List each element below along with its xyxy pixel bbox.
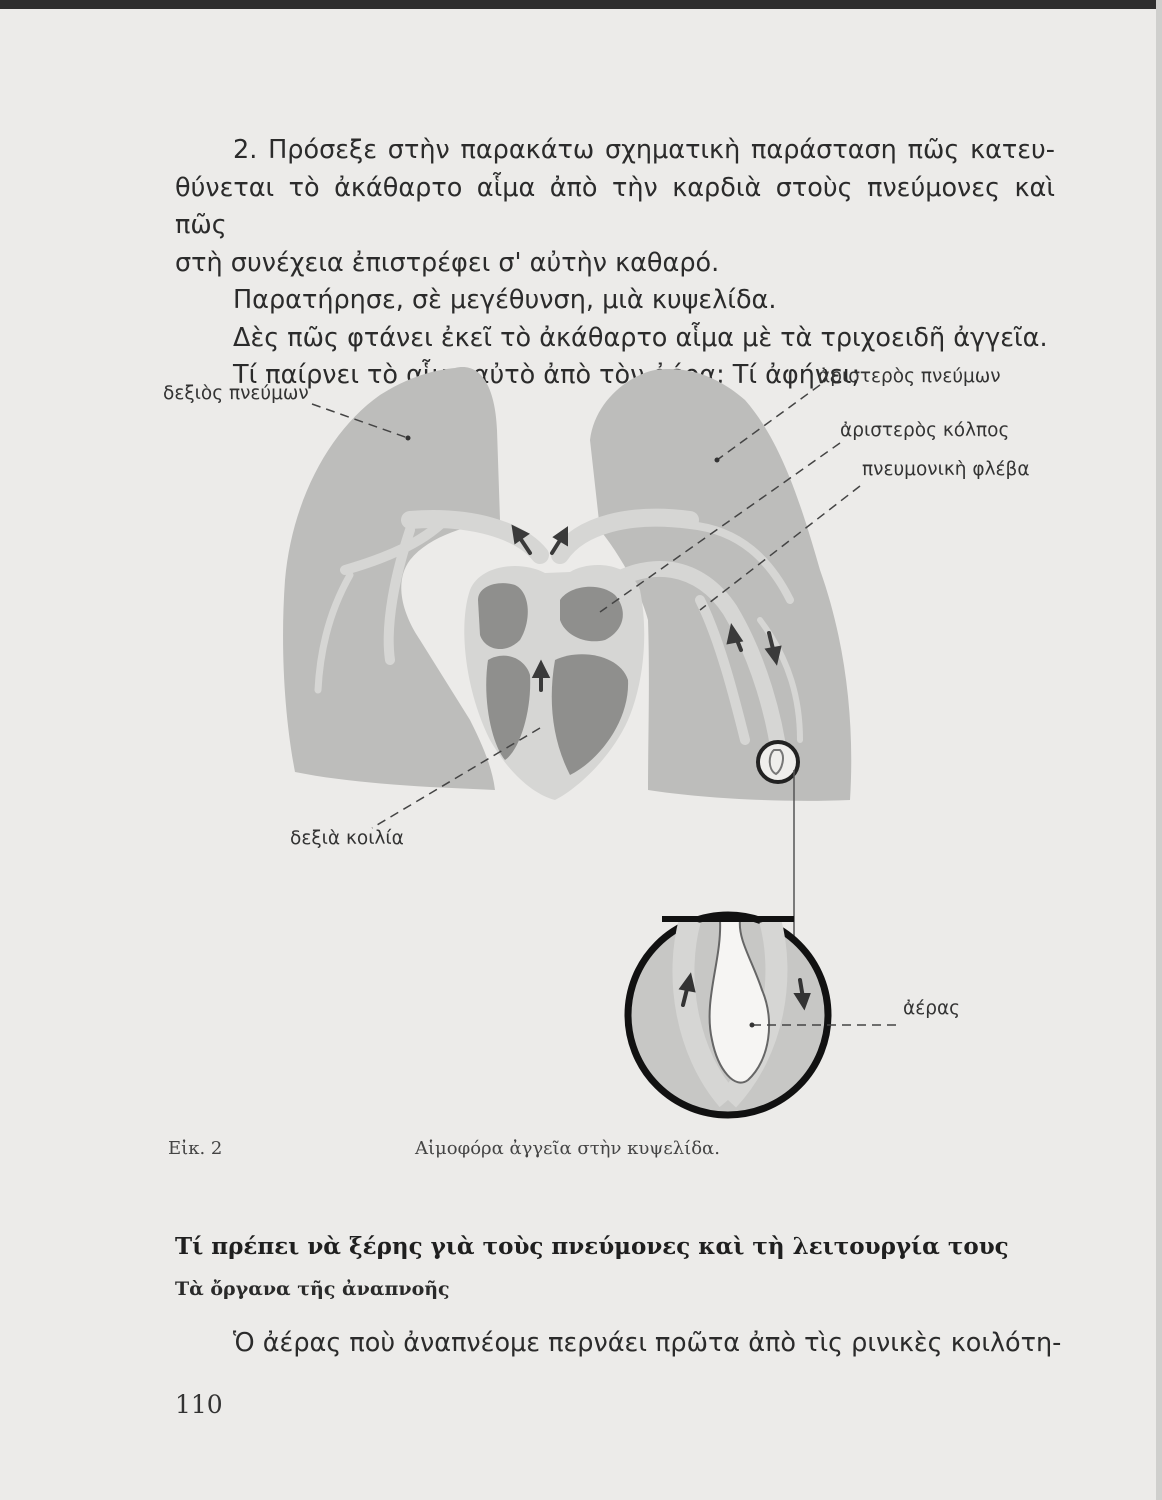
intro-line-6: Τί παίρνει τὸ αἷμα αὐτὸ ἀπὸ τὸν ἀέρα; Τί ἀφήνει;: [233, 360, 861, 390]
figure-caption: Αἱμοφόρα ἀγγεῖα στὴν κυψελίδα.: [415, 1138, 720, 1159]
label-right-ventricle: δεξιὰ κοιλία: [290, 828, 404, 849]
label-right-lung: δεξιὸς πνεύμων: [163, 383, 309, 404]
right-atrium: [478, 583, 528, 649]
label-pulmonary-vein: πνευμονικὴ φλέβα: [862, 459, 1030, 480]
section-subheading: Τὰ ὄργανα τῆς ἀναπνοῆς: [175, 1278, 450, 1300]
label-left-atrium: ἀριστερὸς κόλπος: [840, 420, 1010, 441]
section-heading: Τί πρέπει νὰ ξέρης γιὰ τοὺς πνεύμονες καὶ τὴ λειτουργία τους: [175, 1233, 1009, 1260]
marker-air: [750, 1023, 755, 1028]
left-ventricle-chamber: [552, 654, 628, 775]
marker-right-lung: [406, 436, 411, 441]
intro-line-1: 2. Πρόσεξε στὴν παρακάτω σχηματικὴ παράσταση πῶς κατευ-: [233, 135, 1055, 165]
intro-line-2: θύνεται τὸ ἀκάθαρτο αἷμα ἀπὸ τὴν καρδιὰ στοὺς πνεύμονες καὶ πῶς: [175, 172, 1055, 240]
label-air: ἀέρας: [903, 998, 960, 1019]
intro-line-3: στὴ συνέχεια ἐπιστρέφει σ' αὐτὴν καθαρό.: [175, 247, 720, 278]
intro-line-4: Παρατήρησε, σὲ μεγέθυνση, μιὰ κυψελίδα.: [233, 285, 777, 315]
label-left-lung: ἀριστερὸς πνεύμων: [818, 366, 1001, 387]
figure-number: Εἰκ. 2: [168, 1138, 223, 1159]
marker-left-lung: [715, 458, 720, 463]
alveolus-small-circle: [758, 742, 798, 782]
section-body-line: Ὁ ἀέρας ποὺ ἀναπνέομε περνάει πρῶτα ἀπὸ τὶς ρινικὲς κοιλότη-: [233, 1328, 1062, 1358]
intro-line-5: Δὲς πῶς φτάνει ἐκεῖ τὸ ἀκάθαρτο αἷμα μὲ τὰ τριχοειδῆ ἀγγεῖα.: [233, 322, 1048, 353]
page-number: 110: [175, 1390, 223, 1419]
